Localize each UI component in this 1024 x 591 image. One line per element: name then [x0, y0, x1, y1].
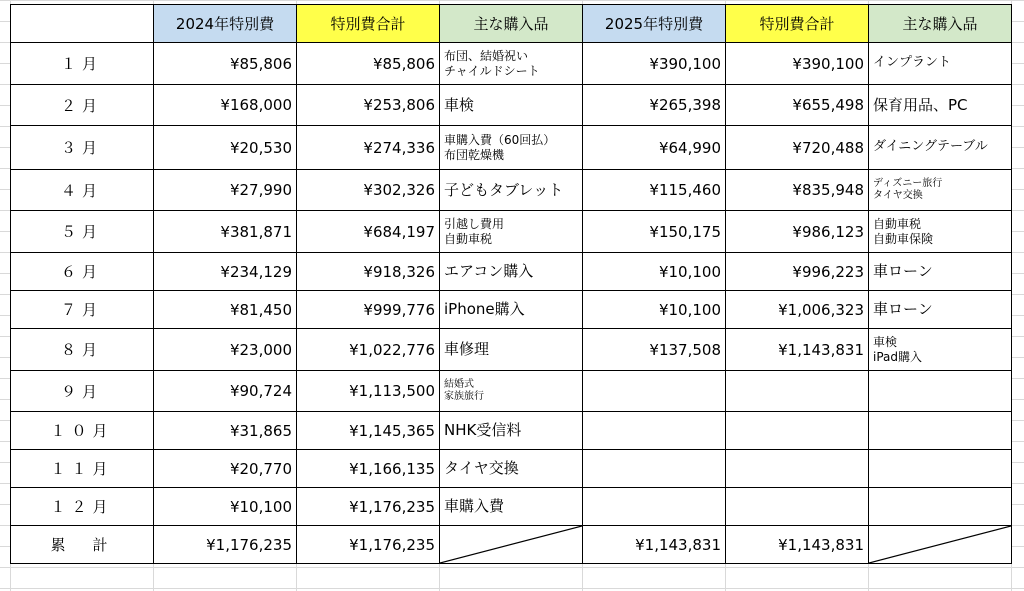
item-text: ディズニー旅行 [873, 177, 943, 189]
item-text: 自動車税 [444, 231, 493, 246]
diagonal-empty-cell[interactable] [440, 526, 583, 564]
total-2025-cell[interactable] [726, 412, 869, 450]
special-2024-cell[interactable]: ¥23,000 [154, 329, 297, 371]
special-2025-cell[interactable]: ¥137,508 [583, 329, 726, 371]
items-2024-cell[interactable] [440, 85, 583, 126]
month-cell[interactable]: ９月 [11, 371, 154, 412]
total-2024-cell[interactable]: ¥1,145,365 [297, 412, 440, 450]
total-label-cell[interactable]: 累 計 [11, 526, 154, 564]
total-2024-cell[interactable]: ¥918,326 [297, 253, 440, 291]
table-row [11, 170, 1012, 211]
items-2024-cell[interactable] [440, 43, 583, 85]
special-2025-cell[interactable]: ¥390,100 [583, 43, 726, 85]
table-row [11, 43, 1012, 85]
header-2025-special[interactable]: 2025年特別費 [583, 5, 726, 43]
item-text: 車修理 [444, 340, 490, 359]
header-2024-special[interactable]: 2024年特別費 [154, 5, 297, 43]
month-cell[interactable]: １０月 [11, 412, 154, 450]
items-2024-cell[interactable] [440, 450, 583, 488]
total-2024-cell[interactable]: ¥274,336 [297, 126, 440, 170]
item-text: iPad購入 [873, 349, 923, 364]
total-2024-cell[interactable]: ¥1,022,776 [297, 329, 440, 371]
total-2024-cell[interactable]: ¥302,326 [297, 170, 440, 211]
table-row [11, 412, 1012, 450]
total-2025-cell[interactable]: ¥986,123 [726, 211, 869, 253]
items-2025-cell[interactable] [869, 412, 1012, 450]
total-2024-cell[interactable]: ¥85,806 [297, 43, 440, 85]
special-2024-cell[interactable]: ¥31,865 [154, 412, 297, 450]
item-text: 車購入費（60回払） [444, 132, 556, 147]
total-2025-cell[interactable] [726, 488, 869, 526]
special-2024-cell[interactable]: ¥10,100 [154, 488, 297, 526]
header-2024-total[interactable]: 特別費合計 [297, 5, 440, 43]
items-2024-cell[interactable] [440, 488, 583, 526]
total-special-2025-cell[interactable]: ¥1,143,831 [583, 526, 726, 564]
special-2025-cell[interactable]: ¥64,990 [583, 126, 726, 170]
items-2025-cell[interactable] [869, 450, 1012, 488]
header-2025-items[interactable]: 主な購入品 [869, 5, 1012, 43]
item-text: インプラント [873, 55, 952, 71]
header-2024-items[interactable]: 主な購入品 [440, 5, 583, 43]
item-text: 家族旅行 [444, 391, 484, 402]
items-2025-cell[interactable] [869, 170, 1012, 211]
special-2025-cell[interactable]: ¥265,398 [583, 85, 726, 126]
header-row [11, 5, 1012, 43]
special-2025-cell[interactable] [583, 488, 726, 526]
special-2025-cell[interactable] [583, 450, 726, 488]
total-2025-cell[interactable]: ¥720,488 [726, 126, 869, 170]
total-2024-cell[interactable]: ¥1,176,235 [297, 488, 440, 526]
special-2024-cell[interactable]: ¥168,000 [154, 85, 297, 126]
special-2024-cell[interactable]: ¥20,530 [154, 126, 297, 170]
special-2025-cell[interactable]: ¥10,100 [583, 253, 726, 291]
item-text: タイヤ交換 [444, 459, 519, 478]
total-2024-cell[interactable]: ¥253,806 [297, 85, 440, 126]
item-text: エアコン購入 [444, 262, 534, 281]
month-cell[interactable]: ４月 [11, 170, 154, 211]
special-2025-cell[interactable]: ¥150,175 [583, 211, 726, 253]
total-row [11, 526, 1012, 564]
month-cell[interactable]: １月 [11, 43, 154, 85]
items-2024-cell[interactable] [440, 170, 583, 211]
header-2025-total[interactable]: 特別費合計 [726, 5, 869, 43]
item-text: iPhone購入 [444, 300, 525, 319]
month-cell[interactable]: １２月 [11, 488, 154, 526]
table-row [11, 253, 1012, 291]
total-2025-cell[interactable]: ¥655,498 [726, 85, 869, 126]
total-2025-cell[interactable]: ¥996,223 [726, 253, 869, 291]
month-cell[interactable]: ５月 [11, 211, 154, 253]
item-text: 車検 [873, 334, 898, 349]
table-row [11, 450, 1012, 488]
item-text: 車ローン [873, 262, 933, 281]
special-2024-cell[interactable]: ¥85,806 [154, 43, 297, 85]
table-row [11, 329, 1012, 371]
special-2025-cell[interactable] [583, 371, 726, 412]
table-row [11, 371, 1012, 412]
total-total-2025-cell[interactable]: ¥1,143,831 [726, 526, 869, 564]
item-text: 自動車税 [873, 216, 922, 231]
total-2024-cell[interactable]: ¥999,776 [297, 291, 440, 329]
table-row [11, 488, 1012, 526]
item-text: チャイルドシート [444, 63, 540, 78]
items-2024-cell[interactable] [440, 329, 583, 371]
total-2025-cell[interactable]: ¥1,006,323 [726, 291, 869, 329]
items-2024-cell[interactable] [440, 412, 583, 450]
total-2025-cell[interactable] [726, 450, 869, 488]
item-text: 結婚式 [444, 378, 474, 390]
items-2024-cell[interactable] [440, 291, 583, 329]
items-2025-cell[interactable] [869, 291, 1012, 329]
special-2025-cell[interactable] [583, 412, 726, 450]
total-2025-cell[interactable]: ¥835,948 [726, 170, 869, 211]
total-2025-cell[interactable]: ¥1,143,831 [726, 329, 869, 371]
special-2024-cell[interactable]: ¥27,990 [154, 170, 297, 211]
special-2025-cell[interactable]: ¥115,460 [583, 170, 726, 211]
items-2025-cell[interactable] [869, 211, 1012, 253]
total-2025-cell[interactable]: ¥390,100 [726, 43, 869, 85]
special-2024-cell[interactable]: ¥81,450 [154, 291, 297, 329]
items-2024-cell[interactable] [440, 371, 583, 412]
total-2024-cell[interactable]: ¥1,166,135 [297, 450, 440, 488]
item-text: ダイニングテーブル [873, 139, 988, 155]
items-2024-cell[interactable] [440, 211, 583, 253]
items-2025-cell[interactable] [869, 253, 1012, 291]
diagonal-line-icon [869, 526, 1011, 563]
special-2024-cell[interactable]: ¥90,724 [154, 371, 297, 412]
items-2024-cell[interactable] [440, 126, 583, 170]
diagonal-line-icon [440, 526, 582, 563]
items-2025-cell[interactable] [869, 43, 1012, 85]
month-cell[interactable]: ７月 [11, 291, 154, 329]
total-2024-cell[interactable]: ¥684,197 [297, 211, 440, 253]
special-2024-cell[interactable]: ¥381,871 [154, 211, 297, 253]
diagonal-empty-cell[interactable] [869, 526, 1012, 564]
items-2025-cell[interactable] [869, 488, 1012, 526]
item-text: 保育用品、PC [873, 95, 968, 114]
total-special-2024-cell[interactable]: ¥1,176,235 [154, 526, 297, 564]
item-text: NHK受信料 [444, 421, 522, 440]
special-2024-cell[interactable]: ¥234,129 [154, 253, 297, 291]
items-2025-cell[interactable] [869, 371, 1012, 412]
item-text: タイヤ交換 [873, 190, 923, 201]
item-text: 布団、結婚祝い [444, 48, 529, 63]
total-2024-cell[interactable]: ¥1,113,500 [297, 371, 440, 412]
month-cell[interactable]: ３月 [11, 126, 154, 170]
month-cell[interactable]: ８月 [11, 329, 154, 371]
special-2024-cell[interactable]: ¥20,770 [154, 450, 297, 488]
total-2025-cell[interactable] [726, 371, 869, 412]
month-cell[interactable]: １１月 [11, 450, 154, 488]
item-text: 車購入費 [444, 497, 505, 516]
item-text: 子どもタブレット [444, 180, 564, 199]
table-row [11, 85, 1012, 126]
items-2025-cell[interactable] [869, 85, 1012, 126]
expense-table [10, 4, 1012, 564]
items-2025-cell[interactable] [869, 126, 1012, 170]
item-text: 自動車保険 [873, 231, 934, 246]
table-row [11, 291, 1012, 329]
items-2025-cell[interactable] [869, 329, 1012, 371]
special-2025-cell[interactable]: ¥10,100 [583, 291, 726, 329]
item-text: 車ローン [873, 300, 933, 319]
item-text: 車検 [444, 95, 475, 114]
item-text: 布団乾燥機 [444, 147, 505, 162]
month-cell[interactable]: ６月 [11, 253, 154, 291]
month-cell[interactable]: ２月 [11, 85, 154, 126]
header-corner-cell[interactable] [11, 5, 154, 43]
item-text: 引越し費用 [444, 216, 505, 231]
table-row [11, 211, 1012, 253]
table-row [11, 126, 1012, 170]
items-2024-cell[interactable] [440, 253, 583, 291]
total-total-2024-cell[interactable]: ¥1,176,235 [297, 526, 440, 564]
